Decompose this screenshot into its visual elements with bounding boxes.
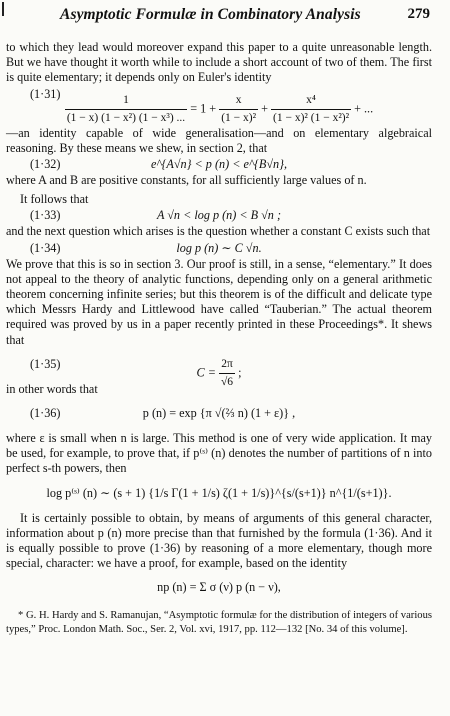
footnote-text: * G. H. Hardy and S. Ramanujan, “Asymptotic formulæ for the distribution of integers of various types,” Proc. London Math. Soc., Ser. 2, Vol. xvi, 1917, pp. 112—132 [No. 34 of this volume]. [6, 610, 432, 635]
equation-label: (1·32) [30, 157, 61, 172]
fraction: $\frac{1}{\text{(1 − x) (1 − x²) (1 − x³) ...}}$ [65, 92, 187, 127]
paragraph: It follows that [20, 192, 89, 207]
equation-label: (1·36) [30, 406, 61, 421]
running-header [60, 6, 430, 26]
equation-body: A √n < log p (n) < B √n ; [156, 208, 282, 223]
page-number: 279 [407, 6, 430, 22]
equation-1-32 [6, 156, 432, 173]
paragraph: to which they lead would moreover expand this paper to a quite unreasonable length. But we have thought it worth while to include a short account of two of them. The first is quite elementary; it depends only on Euler's identity [6, 40, 432, 85]
paragraph: —an identity capable of wide generalisation—and on elementary algebraical reasoning. By these means we shew, in section 2, that [6, 125, 432, 155]
fraction: $\frac{2\pi}{√6}$ [219, 356, 235, 391]
equation-label: (1·35) [30, 356, 61, 371]
paragraph: where A and B are positive constants, for all sufficiently large values of n. [6, 173, 367, 188]
margin-mark [2, 2, 4, 16]
equation-body: log p⁽ˢ⁾ (n) ∼ (s + 1) {1/s Γ(1 + 1/s) ζ(1 + 1/s)}^{s/(s+1)} n^{1/(s+1)}. [46, 485, 392, 500]
paragraph: We prove that this is so in section 3. Our proof is still, in a sense, “elementary.” It does not appeal to the theory of analytic functions, depending only on a general arithmetic theorem concerning infinite series; but this theorem is of the difficult and delicate type which Messrs Hardy and Littlewood have called “Tauberian.” The actual theorem required was proved by us in a paper recently printed in these Proceedings*. It shews that [6, 256, 432, 347]
body-text [6, 40, 432, 636]
equation-body: p (n) = exp {π √(⅔ n) (1 + ε)} , [142, 406, 296, 421]
fraction: $\frac{x}{\text{(1 − x)²}}$ [219, 92, 258, 127]
equation-1-36 [6, 397, 432, 431]
equation-1-31 [6, 86, 432, 126]
paragraph: where ε is small when n is large. This method is one of very wide application. It may be used, for example, to prove that, if p⁽ˢ⁾ (n) denotes the number of partitions of n into perfect s-th powers, then [6, 431, 432, 476]
equation-label: (1·31) [30, 86, 61, 101]
equation-identity [6, 571, 432, 605]
equation-label: (1·33) [30, 208, 61, 223]
running-title: Asymptotic Formulæ in Combinatory Analysis [60, 6, 361, 23]
equation-body: C = $\frac{2\pi}{√6}$ ; [6, 356, 432, 391]
equation-body: log p (n) ∼ C √n. [176, 240, 262, 255]
fraction: $\frac{\text{x⁴}}{\text{(1 − x)² (1 − x²)²}}$ [271, 92, 351, 127]
equation-1-33 [6, 207, 432, 224]
equation-1-34 [6, 240, 432, 257]
paragraph: It is certainly possible to obtain, by means of arguments of this general character, information about p (n) more precise than that furnished by the formula (1·36). And it is equally possible to prove (1·36) by reasoning of a more elementary, though more special, character: we have a proof, for example, based on the identity [6, 510, 432, 571]
footnote [6, 609, 432, 636]
equation-body: e^{A√n} < p (n) < e^{B√n}, [150, 157, 288, 172]
equation-partitions-powers [6, 477, 432, 511]
paragraph: and the next question which arises is the question whether a constant C exists such that [6, 224, 431, 239]
paragraph: in other words that [6, 381, 98, 396]
equation-label: (1·34) [30, 240, 61, 255]
equation-1-35 [6, 348, 432, 388]
equation-body: $\frac{1}{\text{(1 − x) (1 − x²) (1 − x³) ...}}$ = 1 + $\frac{x}{\text{(1 − x)²}}$ + $\frac{\text{x⁴}}{\text{(1 − x)² (1 − x²)²}}$ + ... [6, 92, 432, 127]
equation-body: np (n) = Σ σ (ν) p (n − ν), [157, 580, 281, 595]
